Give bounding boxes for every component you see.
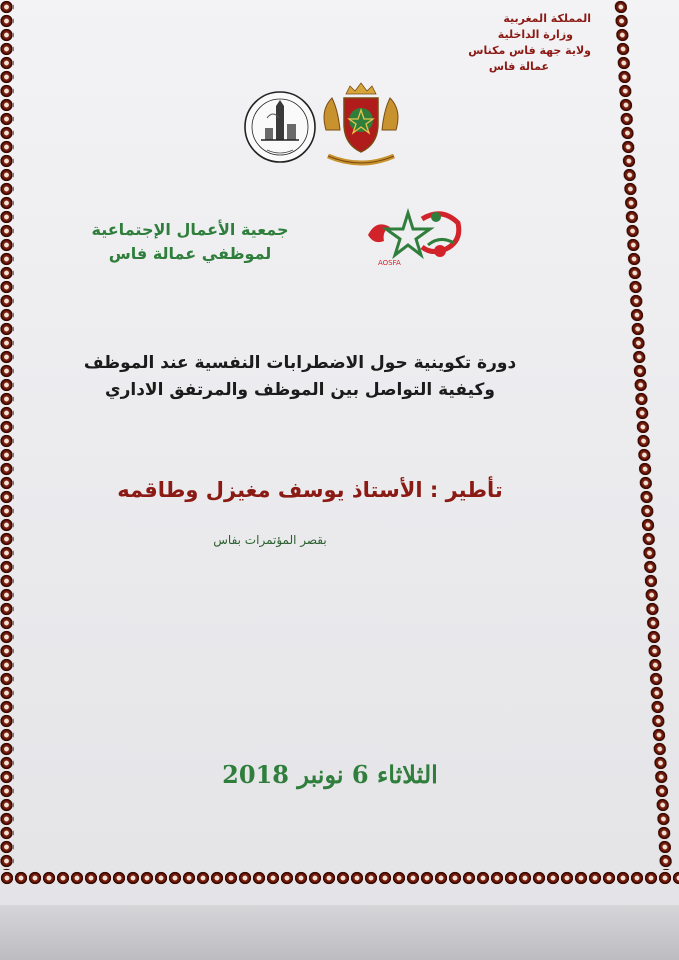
course-title-line2: وكيفية التواصل بين الموظف والمرتفق الاداري [105, 380, 495, 400]
venue-line: بقصر المؤتمرات بفاس [213, 533, 327, 547]
decorative-border-bottom [0, 870, 679, 886]
course-title [60, 350, 540, 404]
header-line-ministry: وزارة الداخلية [497, 28, 573, 41]
header-line-region: ولاية جهة فاس مكناس [468, 44, 591, 57]
header-line-prefecture: عمالة فاس [488, 60, 549, 73]
association-seal-icon [243, 90, 317, 164]
association-name-line1: جمعية الأعمال الإجتماعية [91, 220, 289, 239]
header-line-kingdom: المملكة المغربية [503, 12, 591, 25]
svg-text:AOSFA: AOSFA [378, 259, 401, 267]
moroccan-coat-of-arms-icon [318, 80, 404, 168]
table-surface [0, 905, 679, 960]
decorative-border-left [0, 0, 14, 870]
supervision-line: تأطير : الأستاذ يوسف مغيزل وطاقمه [117, 478, 503, 502]
course-title-line1: دورة تكوينية حول الاضطرابات النفسية عند الموظف [83, 353, 517, 373]
aosfa-logo-icon [362, 205, 464, 269]
association-name [80, 218, 300, 266]
association-name-line2: لموظفي عمالة فاس [108, 244, 272, 263]
ministry-header [468, 11, 591, 75]
event-date: الثلاثاء 6 نونبر 2018 [222, 760, 438, 789]
